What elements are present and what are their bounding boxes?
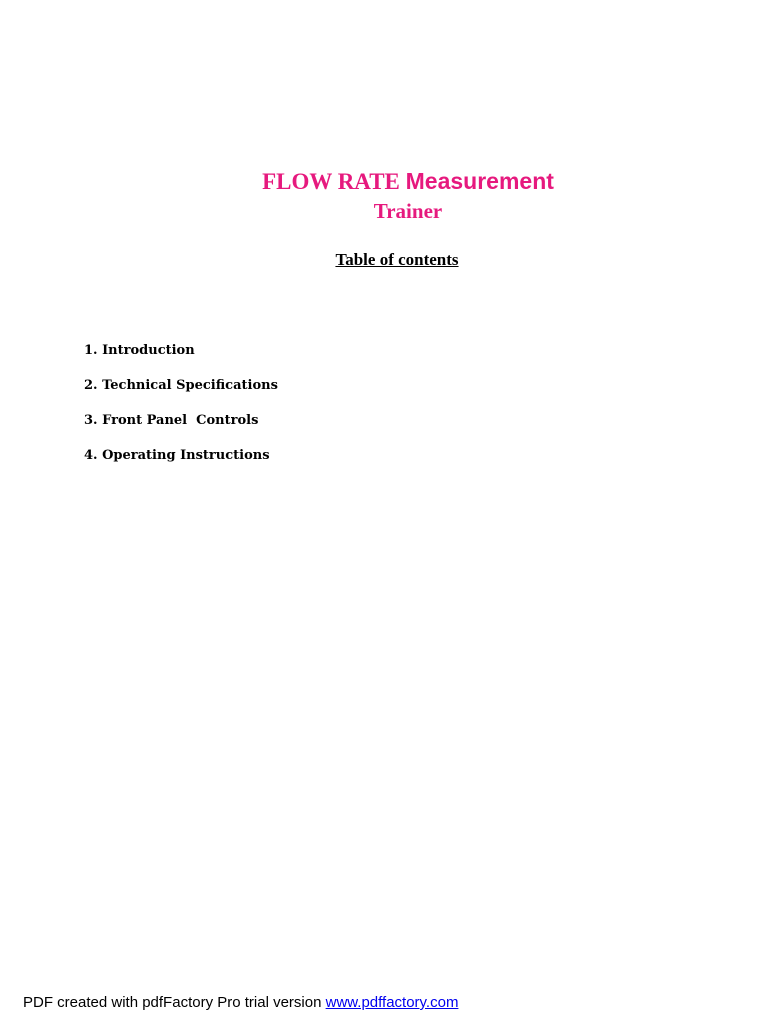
pdf-footer — [23, 994, 458, 1011]
title-line-1 — [48, 166, 768, 197]
title-line-2: Trainer — [373, 199, 443, 223]
toc-item-operating-instructions: 4. Operating Instructions — [84, 448, 270, 463]
toc-item-front-panel-controls: 3. Front Panel Controls — [84, 413, 259, 428]
title-flow-rate: FLOW RATE — [262, 169, 400, 194]
toc-list — [84, 341, 278, 481]
footer-link[interactable]: www.pdffactory.com — [325, 994, 459, 1011]
document-title — [0, 166, 768, 225]
title-measurement: Measurement — [405, 168, 554, 194]
toc-item-introduction: 1. Introduction — [84, 343, 195, 358]
footer-text: PDF created with pdfFactory Pro trial version — [23, 994, 326, 1011]
toc-item-technical-specifications: 2. Technical Specifications — [84, 378, 278, 393]
toc-heading: Table of contents — [335, 250, 459, 269]
